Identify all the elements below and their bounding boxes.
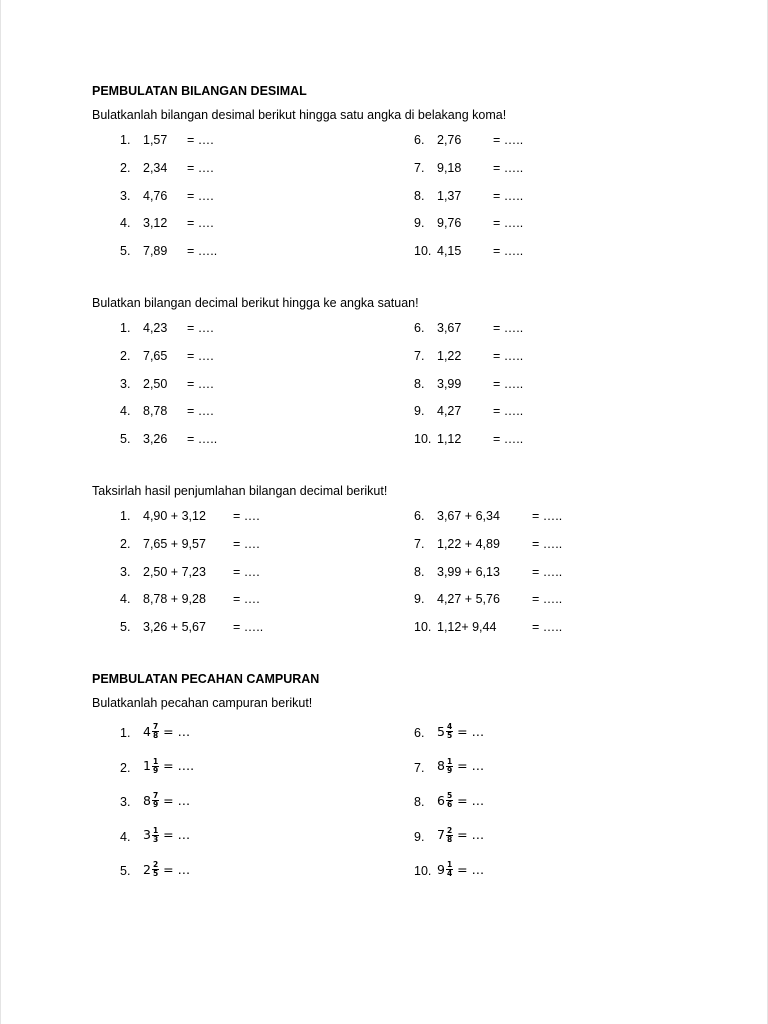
item-expression: 3,67 + 6,34 (437, 509, 500, 523)
answer-blank: = ….. (493, 216, 524, 231)
item-expression: 8,78 (143, 404, 168, 419)
section-instruction: Bulatkan bilangan decimal berikut hingga ke angka satuan! (92, 296, 419, 310)
item-expression: 4,27 (437, 404, 462, 419)
mixed-fraction (143, 827, 190, 844)
item-number: 5. (120, 620, 131, 635)
whole-number: 8 (437, 758, 445, 773)
item-number: 8. (414, 564, 425, 579)
answer-blank: = ….. (233, 620, 264, 635)
item-number: 5. (120, 432, 131, 447)
answer-blank: = …. (187, 321, 214, 335)
item-number: 3. (120, 795, 131, 809)
item-number: 1. (120, 726, 131, 740)
numerator: 5 (446, 791, 453, 800)
item-expression: 7,65 (143, 348, 168, 363)
item-expression: 2,50 + 7,23 (143, 564, 206, 579)
item-number: 8. (414, 376, 425, 391)
answer-blank: = ….. (532, 536, 563, 551)
item-number: 9. (414, 592, 425, 607)
whole-number: 1 (143, 758, 151, 773)
denominator: 8 (446, 834, 453, 844)
fraction (446, 758, 453, 775)
fraction (446, 861, 453, 878)
numerator: 4 (446, 722, 453, 731)
item-number: 1. (120, 509, 131, 523)
mixed-fraction (437, 861, 484, 878)
denominator: 5 (152, 869, 159, 878)
answer-blank: = ….. (187, 244, 218, 259)
mixed-fraction (143, 723, 190, 740)
mixed-fraction (437, 827, 484, 844)
answer-blank: = ….. (493, 376, 524, 391)
item-number: 3. (120, 188, 131, 203)
item-number: 4. (120, 592, 131, 607)
item-number: 8. (414, 795, 425, 809)
answer-blank: = … (163, 861, 191, 877)
answer-blank: = ….. (493, 133, 524, 147)
item-number: 10. (414, 864, 432, 878)
item-number: 1. (120, 321, 131, 335)
mixed-fraction (143, 861, 190, 878)
item-number: 9. (414, 404, 425, 419)
numerator: 2 (152, 860, 159, 869)
whole-number: 7 (437, 827, 445, 842)
numerator: 1 (152, 825, 159, 835)
worksheet (92, 84, 692, 886)
item-number: 3. (120, 564, 131, 579)
item-number: 10. (414, 620, 432, 635)
item-number: 6. (414, 509, 425, 523)
answer-blank: = ….. (532, 509, 563, 523)
denominator: 6 (446, 800, 453, 809)
answer-blank: = …. (187, 348, 214, 363)
answer-blank: = … (163, 723, 191, 739)
mixed-fraction (437, 792, 484, 809)
item-number: 6. (414, 321, 425, 335)
whole-number: 6 (437, 792, 445, 808)
exercise-grid-1 (92, 133, 692, 267)
item-number: 5. (120, 864, 131, 878)
item-expression: 4,23 (143, 321, 168, 335)
item-number: 2. (120, 160, 131, 175)
section-instruction: Bulatkanlah bilangan desimal berikut hingga satu angka di belakang koma! (92, 108, 507, 122)
answer-blank: = ….. (493, 244, 524, 259)
denominator: 3 (152, 834, 159, 844)
answer-blank: = …. (233, 536, 260, 551)
item-number: 2. (120, 348, 131, 363)
fraction (152, 861, 159, 878)
item-number: 6. (414, 726, 425, 740)
whole-number: 4 (143, 723, 151, 739)
item-expression: 9,76 (437, 216, 462, 231)
item-expression: 2,34 (143, 160, 168, 175)
item-number: 10. (414, 432, 432, 447)
item-expression: 3,12 (143, 216, 168, 231)
numerator: 2 (446, 825, 453, 835)
item-expression: 3,67 (437, 321, 462, 335)
item-expression: 2,50 (143, 376, 168, 391)
mixed-fraction (143, 792, 190, 809)
item-expression: 8,78 + 9,28 (143, 592, 206, 607)
item-number: 8. (414, 188, 425, 203)
section-title: PEMBULATAN BILANGAN DESIMAL (92, 84, 307, 98)
item-expression: 7,89 (143, 244, 168, 259)
mixed-fraction (437, 758, 484, 775)
answer-blank: = … (457, 861, 485, 877)
item-number: 5. (120, 244, 131, 259)
item-expression: 9,18 (437, 160, 462, 175)
item-expression: 3,26 + 5,67 (143, 620, 206, 635)
answer-blank: = …. (187, 404, 214, 419)
item-number: 4. (120, 829, 131, 844)
section-instruction: Bulatkanlah pecahan campuran berikut! (92, 696, 313, 710)
numerator: 7 (152, 791, 159, 800)
item-number: 7. (414, 760, 425, 775)
item-expression: 1,37 (437, 188, 462, 203)
exercise-grid-3 (92, 509, 692, 643)
exercise-grid-2 (92, 321, 692, 455)
fraction (152, 723, 159, 740)
answer-blank: = ….. (187, 432, 218, 447)
item-number: 2. (120, 760, 131, 775)
answer-blank: = … (163, 827, 191, 842)
page-left-edge (0, 0, 1, 1024)
answer-blank: = …. (187, 188, 214, 203)
mixed-fraction (143, 758, 194, 775)
item-expression: 3,99 + 6,13 (437, 564, 500, 579)
item-expression: 3,99 (437, 376, 462, 391)
item-expression: 1,57 (143, 133, 168, 147)
item-number: 7. (414, 536, 425, 551)
fraction (152, 827, 159, 844)
item-number: 7. (414, 160, 425, 175)
fraction (446, 827, 453, 844)
item-expression: 4,15 (437, 244, 462, 259)
item-number: 2. (120, 536, 131, 551)
item-expression: 1,22 + 4,89 (437, 536, 500, 551)
numerator: 7 (152, 722, 159, 731)
fraction (152, 758, 159, 775)
answer-blank: = … (457, 723, 485, 739)
item-expression: 7,65 + 9,57 (143, 536, 206, 551)
answer-blank: = ….. (532, 592, 563, 607)
answer-blank: = …. (163, 758, 195, 773)
fraction (152, 792, 159, 809)
item-expression: 2,76 (437, 133, 462, 147)
item-number: 3. (120, 376, 131, 391)
answer-blank: = … (163, 792, 191, 808)
item-number: 9. (414, 829, 425, 844)
fraction (446, 792, 453, 809)
item-number: 10. (414, 244, 432, 259)
item-number: 7. (414, 348, 425, 363)
answer-blank: = ….. (493, 348, 524, 363)
answer-blank: = ….. (532, 620, 563, 635)
whole-number: 8 (143, 792, 151, 808)
item-number: 4. (120, 404, 131, 419)
answer-blank: = …. (233, 509, 260, 523)
item-number: 1. (120, 133, 131, 147)
answer-blank: = …. (233, 592, 260, 607)
answer-blank: = …. (187, 216, 214, 231)
mixed-fraction (437, 723, 484, 740)
answer-blank: = …. (187, 376, 214, 391)
answer-blank: = ….. (493, 432, 524, 447)
denominator: 8 (152, 731, 159, 740)
answer-blank: = ….. (493, 160, 524, 175)
item-expression: 1,22 (437, 348, 462, 363)
numerator: 1 (446, 860, 453, 869)
item-number: 6. (414, 133, 425, 147)
numerator: 1 (446, 756, 453, 766)
whole-number: 9 (437, 861, 445, 877)
answer-blank: = ….. (532, 564, 563, 579)
item-expression: 4,90 + 3,12 (143, 509, 206, 523)
answer-blank: = … (457, 827, 485, 842)
fraction (446, 723, 453, 740)
item-number: 9. (414, 216, 425, 231)
denominator: 9 (446, 765, 453, 775)
item-expression: 4,76 (143, 188, 168, 203)
item-expression: 1,12 (437, 432, 462, 447)
denominator: 5 (446, 731, 453, 740)
whole-number: 5 (437, 723, 445, 739)
item-expression: 1,12+ 9,44 (437, 620, 497, 635)
item-expression: 4,27 + 5,76 (437, 592, 500, 607)
whole-number: 2 (143, 861, 151, 877)
denominator: 4 (446, 869, 453, 878)
answer-blank: = … (457, 758, 485, 773)
answer-blank: = ….. (493, 321, 524, 335)
item-number: 4. (120, 216, 131, 231)
answer-blank: = …. (233, 564, 260, 579)
numerator: 1 (152, 756, 159, 766)
section-title: PEMBULATAN PECAHAN CAMPURAN (92, 672, 320, 686)
answer-blank: = ….. (493, 404, 524, 419)
exercise-grid-4 (92, 722, 692, 886)
answer-blank: = … (457, 792, 485, 808)
denominator: 9 (152, 765, 159, 775)
answer-blank: = …. (187, 160, 214, 175)
whole-number: 3 (143, 827, 151, 842)
item-expression: 3,26 (143, 432, 168, 447)
answer-blank: = …. (187, 133, 214, 147)
section-instruction: Taksirlah hasil penjumlahan bilangan decimal berikut! (92, 484, 388, 498)
denominator: 9 (152, 800, 159, 809)
answer-blank: = ….. (493, 188, 524, 203)
